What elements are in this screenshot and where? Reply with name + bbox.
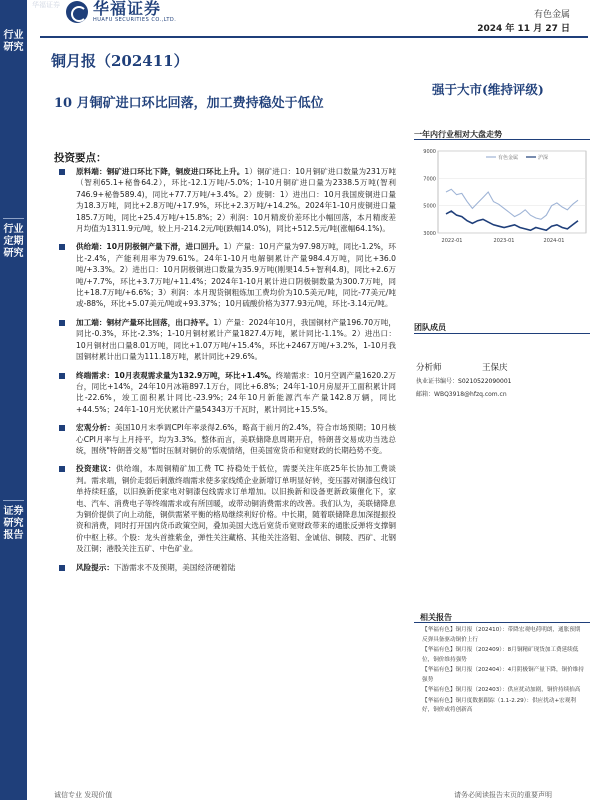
- y-tick-label: 9000: [423, 149, 436, 155]
- paragraph-macro: [54, 422, 396, 456]
- paragraph-risk: [54, 562, 396, 573]
- paragraph-text: 终端需求：10月空调产量1620.2万台，同比+14%，24年10月冰箱897.1万台，同比+6.8%；24年1-10月房屋开工面积累计同比-22.6%，竣工面积累计同比-23.9%；24年10月新能源汽车产量142.8万辆，同比+44.5%；24年1-10月光伏累计产量54343万千瓦时，累计同比+15.5%。: [76, 370, 396, 414]
- related-report-item[interactable]: 【华福有色】铜月报（202409）：8月铜精矿现货加工费延续低位，铜价维持强势: [422, 647, 579, 663]
- y-tick-label: 3000: [423, 231, 436, 237]
- paragraph-supply: [54, 241, 396, 309]
- paragraph-lead: 原料端：铜矿进口环比下降，铜废进口环比上升。: [76, 167, 245, 176]
- analyst-email: [416, 389, 507, 398]
- paragraph-lead: 供给端：10月阴极铜产量下滑，进口回升。: [76, 242, 224, 252]
- industry-category: 有色金属: [533, 10, 570, 20]
- x-tick-label: 2024-01: [543, 238, 565, 244]
- plot-frame: [438, 151, 586, 233]
- team-title-divider: [414, 333, 590, 334]
- related-report-item[interactable]: 【华福有色】铜月度数据跟踪（1.1-2.29）：供应扰动+宏观利好，铜价或将创新高: [422, 697, 576, 713]
- series-line-nonferrous: [446, 189, 578, 219]
- report-title: 铜月报（202411）: [51, 52, 189, 70]
- paragraph-lead: 宏观分析：: [76, 423, 115, 433]
- related-report-item[interactable]: 【华福有色】铜月报（202403）：供应扰动加剧，铜价持续抬高: [422, 687, 581, 693]
- square-bullet-icon: [59, 373, 65, 379]
- related-reports-list: [422, 626, 584, 717]
- left-sidebar: [0, 0, 27, 800]
- footer-right: 请务必阅读报告末页的重要声明: [454, 791, 552, 799]
- y-tick-label: 5000: [423, 203, 436, 210]
- square-bullet-icon: [59, 466, 65, 472]
- x-tick-label: 2023-01: [493, 238, 515, 244]
- email-value[interactable]: WBQ3918@hfzq.com.cn: [434, 391, 507, 398]
- paragraph-lead: 终端需求：10月表观需求量为132.9万吨，环比+1.4%。: [76, 370, 276, 380]
- chart-svg: [414, 143, 590, 249]
- paragraph-lead: 风险提示：: [76, 562, 114, 572]
- page-footer: [54, 790, 584, 800]
- legend-label: 沪深: [538, 155, 549, 161]
- paragraph-text: 1）产量：10月产量为97.98万吨，同比-1.2%，环比-2.4%，产能利用率为79.61%。24年1-10月电解铜累计产量984.4万吨，同比+36.0吨/+3.3%。2）进出口：10月阴极铜进口数量为35.9万吨(刚果14.5+智利4.8)，同比+2.6万吨/+7.7%，环比+3.7万吨/+11.4%；2024年1-10月累计进口阴极铜数量为300.7万吨，同比+18.7万吨/+6.6%；3）利润：本月现货铜粗炼加工费均价为10.5美元/吨，同比-77美元/吨或-88%，环比+5.07美元/吨或+93.37%；10月硫酸价格为377.93元/吨，环比-3.14元/吨。: [76, 242, 396, 309]
- paragraph-investment-advice: [54, 463, 396, 554]
- chart-title-divider: [414, 139, 590, 140]
- paragraph-text: 供给端，本周铜精矿加工费 TC 持稳处于低位，需要关注年底25年长协加工费谈判。需求端，铜价走弱后刺激终端需求使多家线缆企业新增订单明显好转，变压器对铜漆包线订单持续旺盛，以旧换新使家电对铜漆包线需求订单增加。以旧换新和设备更新政策催化下，家电、汽车、消费电子等终端需求或有所回暖，或带动铜消费需求的改善。我们认为，美联储降息为铜价提供了向上动能，铜供需紧平衡的格局继续利好价格。中长期，随着联储降息加深提振投资和消费，同时打开国内货币政策空间，叠加美国大选后宽货币宽财政带来的通胀反弹将支撑铜价中枢上移。个股：龙头首推紫金，弹性关注藏格、其他关注洛钼、金诚信、铜陵、西矿、北钢及江铜；港股关注五矿、中色矿业。: [76, 464, 397, 554]
- paragraph-processing: [54, 317, 396, 363]
- related-reports-divider: [414, 622, 590, 623]
- report-headline: 10 月铜矿进口环比回落，加工费持稳处于低位: [54, 96, 324, 111]
- y-tick-label: 7000: [423, 176, 436, 183]
- paragraph-text: 1）铜矿进口：10月铜矿进口数量为231万吨（智利65.1+秘鲁64.2），环比-12.1万吨/-5.0%；1-10月铜矿进口量为2338.5万吨(智利746.9+秘鲁589.4)，同比+77.7万吨/+3.4%。2）废铜：1）进出口：10月我国废铜进口量为18.3万吨，同比+2.8万吨/+17.9%，环比+2.3万吨/+14.2%。2024年1-10月废铜进口量185.7万吨，同比+25.4万吨/+15.8%；2）利润：10月精废价差环比小幅回落，本月精废差月均值为1311.9元/吨，较上月-214.2元/吨(跌幅14.0%)，同比+512.5元/吨(涨幅64.1%)。: [76, 167, 396, 234]
- paragraph-demand: [54, 370, 396, 416]
- sidebar-label-periodic-research: 行业定期研究: [3, 224, 24, 259]
- analyst-role: 分析师: [416, 363, 442, 373]
- key-points-body: [54, 166, 396, 580]
- cert-value: S0210522090001: [458, 378, 512, 385]
- paragraph-text: 美国10月末季调CPI年率录得2.6%，略高于前月的2.4%，符合市场预期；10月核心CPI月率与上月持平，均为3.3%。整体而言，美联储降息周期开启，特朗普交易成功当选总统，围绕"特朗普交易"暂时压制对铜价的乐观情绪，但美国宽货币和宽财政的长期趋势不变。: [76, 423, 397, 455]
- square-bullet-icon: [59, 244, 65, 250]
- sidebar-divider: [3, 218, 24, 219]
- square-bullet-icon: [59, 320, 65, 326]
- logo-name-cn: 华福证券: [93, 0, 162, 18]
- header-divider: [40, 36, 588, 38]
- sidebar-divider: [3, 500, 24, 501]
- square-bullet-icon: [59, 169, 65, 175]
- sidebar-label-industry-research: 行业研究: [3, 30, 24, 53]
- related-report-item[interactable]: 【华福有色】铜月报（202410）：带降宏观电荷明朗，通胀预期反弹具备驱动铜价上行: [422, 627, 581, 643]
- certificate-number: [416, 376, 511, 385]
- square-bullet-icon: [59, 425, 65, 431]
- section-title-key-points: 投资要点：: [54, 152, 107, 164]
- related-report-item[interactable]: 【华福有色】铜月报（202404）：4月阴极铜产量下降，铜价维持强势: [422, 667, 584, 683]
- relative-performance-chart: [414, 143, 590, 249]
- paragraph-lead: 投资建议：: [76, 464, 116, 474]
- email-label: 邮箱：: [416, 391, 435, 398]
- paragraph-text: 下游需求不及预期，美国经济硬着陆: [113, 562, 236, 572]
- logo-name-en: HUAFU SECURITIES CO.,LTD.: [93, 17, 177, 23]
- x-tick-label: 2022-01: [441, 238, 463, 244]
- chart-title: 一年内行业相对大盘走势: [414, 130, 502, 139]
- analyst-name: 王保庆: [482, 363, 508, 373]
- square-bullet-icon: [59, 565, 65, 571]
- report-date: 2024 年 11 月 27 日: [477, 24, 570, 34]
- related-reports-title: 相关报告: [420, 613, 452, 622]
- paragraph-lead: 加工端：铜材产量环比回落，出口持平。: [76, 317, 214, 327]
- legend-label: 有色金属: [498, 155, 519, 161]
- industry-rating: 强于大市(维持评级): [432, 82, 544, 97]
- team-title: 团队成员: [414, 323, 446, 332]
- company-logo: [66, 0, 176, 24]
- footer-left: 诚信专业 发现价值: [54, 791, 113, 799]
- sidebar-label-securities-report: 证券研究报告: [3, 506, 24, 541]
- logo-icon: [66, 1, 88, 23]
- watermark-text: 华福证券: [32, 1, 60, 9]
- paragraph-text: 1）产量：2024年10月，我国铜材产量196.70万吨，同比-0.3%，环比-2.3%；1-10月铜材累计产量1827.4万吨，累计同比-1.1%。2）进出口：10月铜材出口量8.01万吨，同比+1.07万吨/+15.4%，环比+2467万吨/+3.2%，1-10月我国铜材累计出口量为111.18万吨，累计同比+29.6%。: [76, 317, 397, 362]
- paragraph-raw-materials: [54, 166, 396, 234]
- cert-label: 执业证书编号：: [416, 378, 459, 385]
